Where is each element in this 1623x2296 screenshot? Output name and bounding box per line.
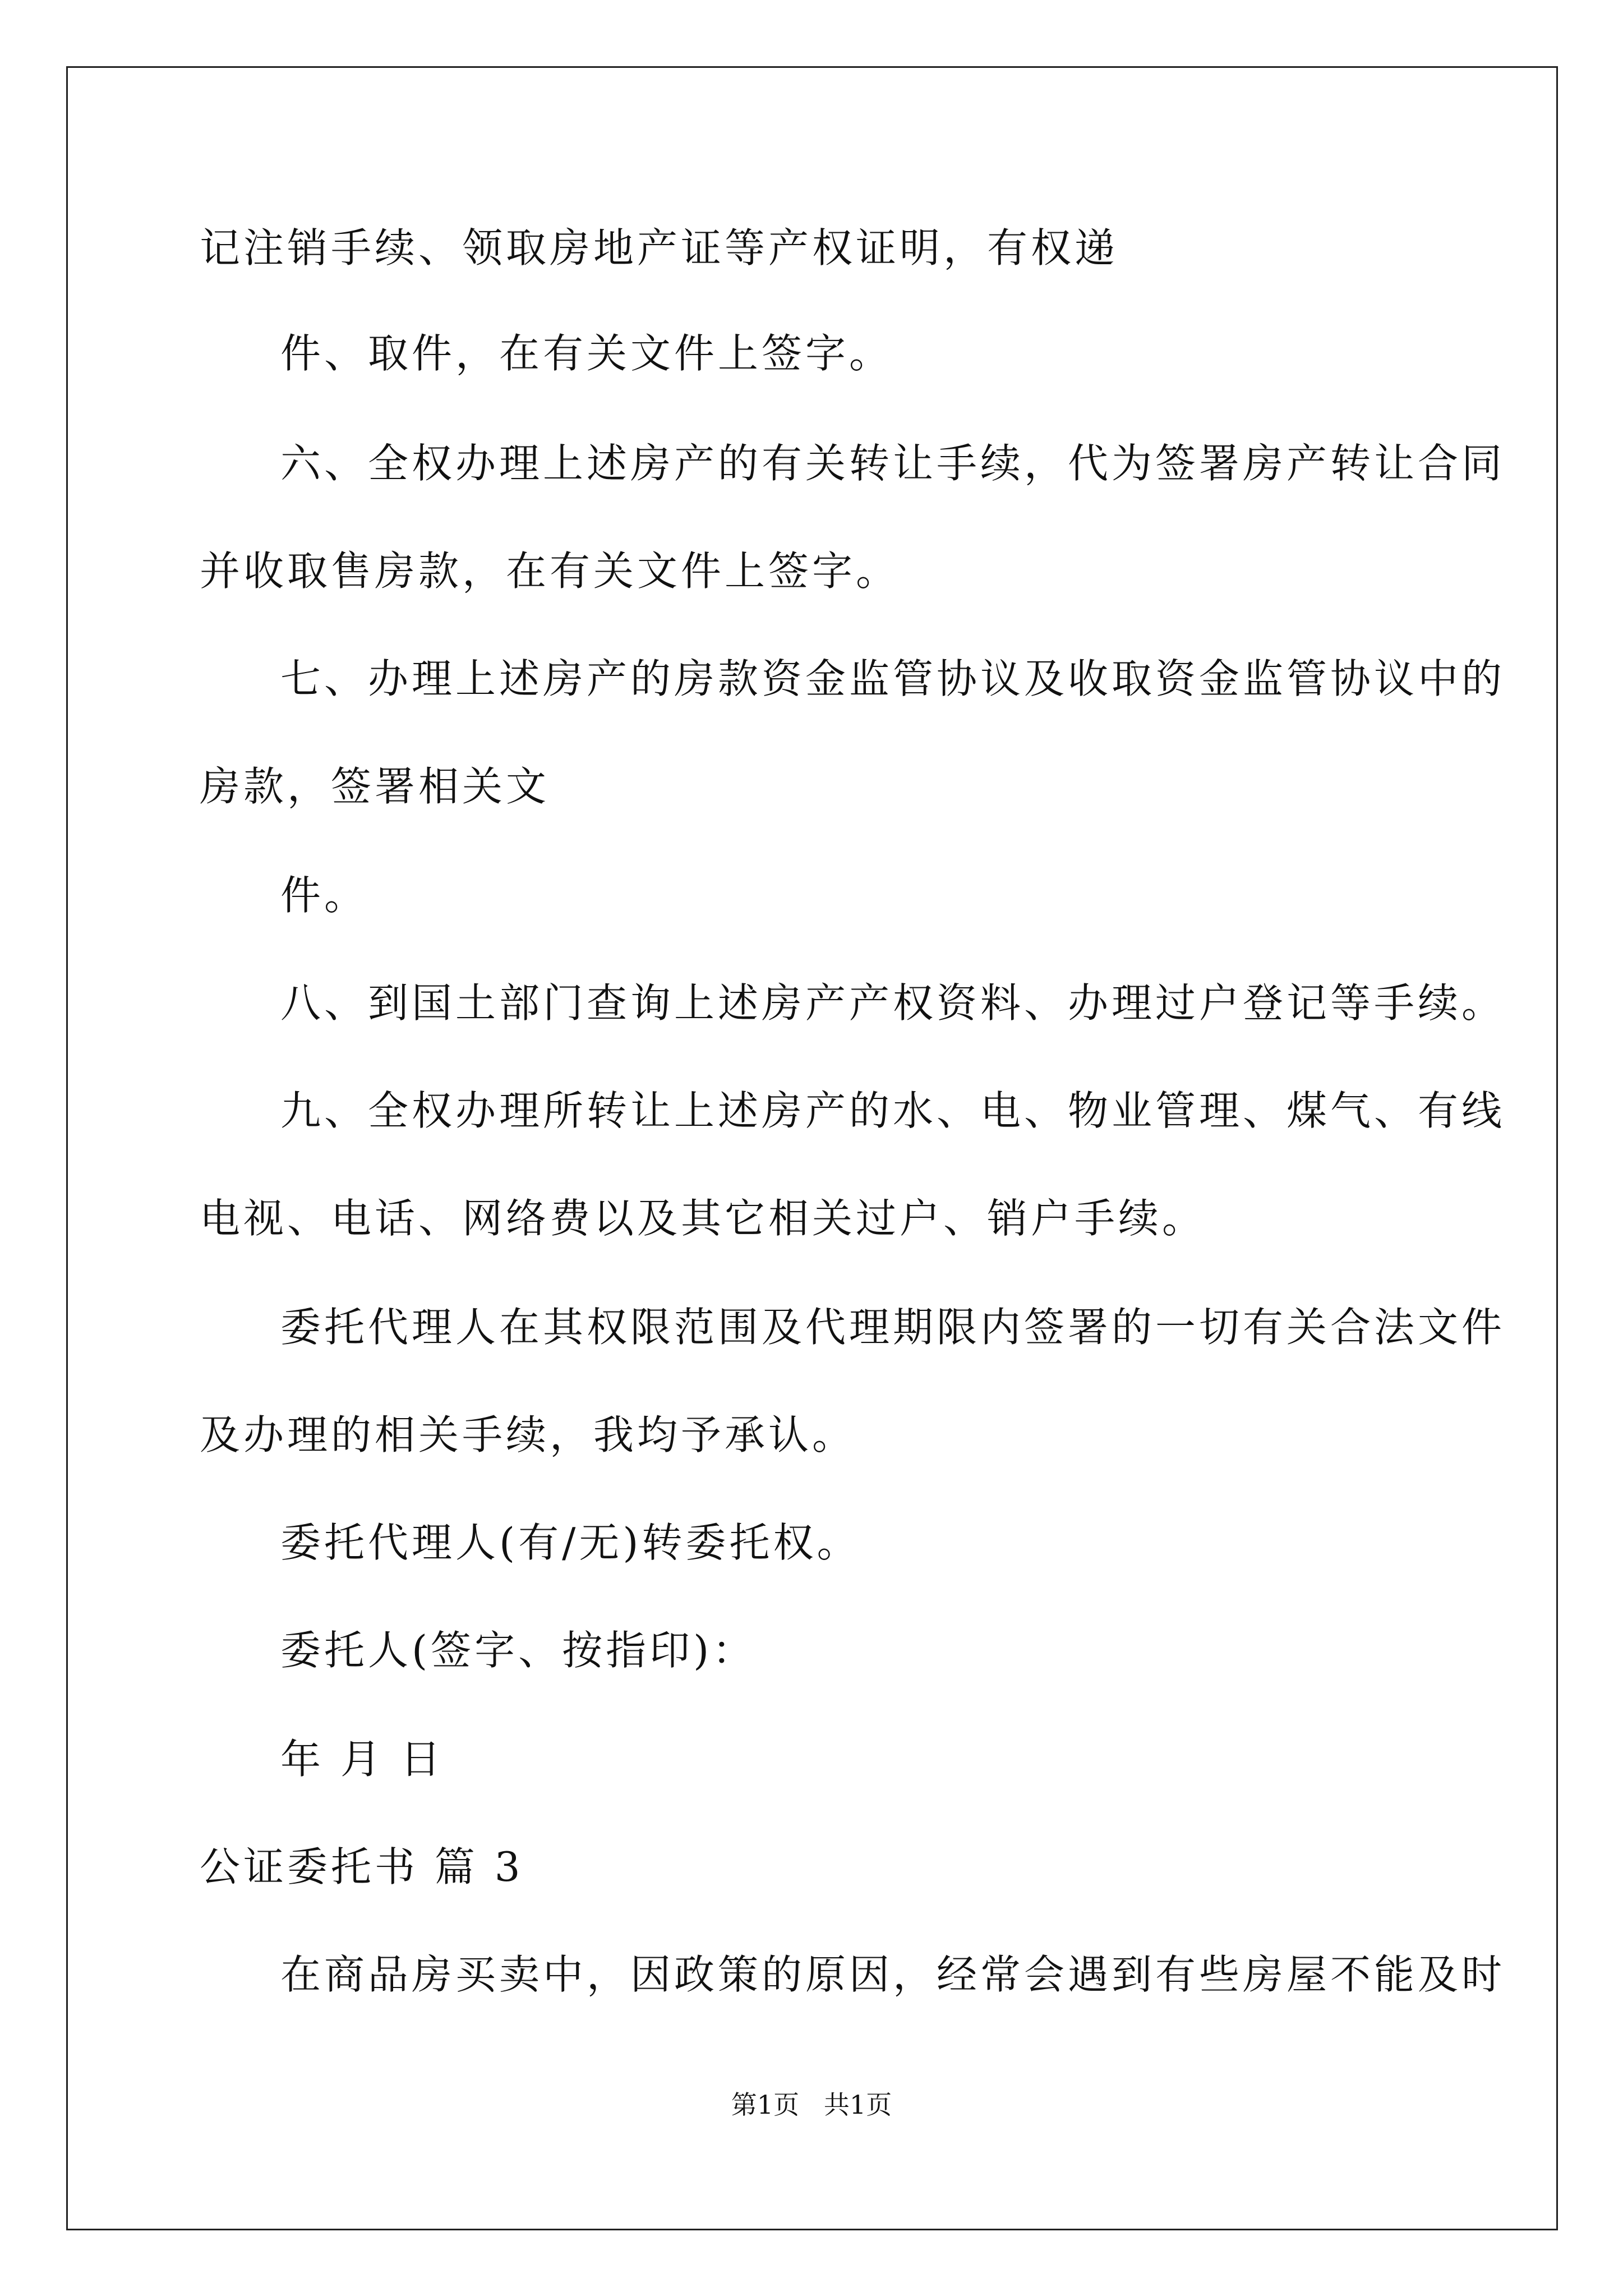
text-line: 房款，签署相关文 bbox=[200, 763, 550, 810]
text-line: 及办理的相关手续，我均予承认。 bbox=[200, 1411, 856, 1458]
text-line: 电视、电话、网络费以及其它相关过户、销户手续。 bbox=[200, 1195, 1206, 1242]
text-line: 记注销手续、领取房地产证等产权证明，有权递 bbox=[200, 224, 1119, 272]
text-line: 并收取售房款，在有关文件上签字。 bbox=[200, 547, 900, 595]
page-border bbox=[66, 66, 1558, 2230]
text-line: 八、到国土部门查询上述房产产权资料、办理过户登记等手续。 bbox=[280, 979, 1506, 1027]
text-line: 年 月 日 bbox=[280, 1736, 444, 1783]
text-line: 件、取件，在有关文件上签字。 bbox=[280, 330, 893, 377]
text-line: 委托代理人在其权限范围及代理期限内签署的一切有关合法文件 bbox=[280, 1304, 1506, 1351]
text-line: 委托人(签字、按指印)： bbox=[280, 1627, 757, 1674]
section-heading: 公证委托书 篇 3 bbox=[200, 1843, 524, 1890]
text-line: 六、全权办理上述房产的有关转让手续，代为签署房产转让合同 bbox=[280, 440, 1506, 487]
text-line: 件。 bbox=[280, 872, 368, 919]
text-line: 在商品房买卖中，因政策的原因，经常会遇到有些房屋不能及时 bbox=[280, 1951, 1506, 1998]
text-line: 九、全权办理所转让上述房产的水、电、物业管理、煤气、有线 bbox=[280, 1087, 1506, 1134]
text-line: 七、办理上述房产的房款资金监管协议及收取资金监管协议中的 bbox=[280, 655, 1506, 702]
page-footer: 第1页 共1页 bbox=[731, 2090, 892, 2120]
text-line: 委托代理人(有/无)转委托权。 bbox=[280, 1519, 861, 1566]
